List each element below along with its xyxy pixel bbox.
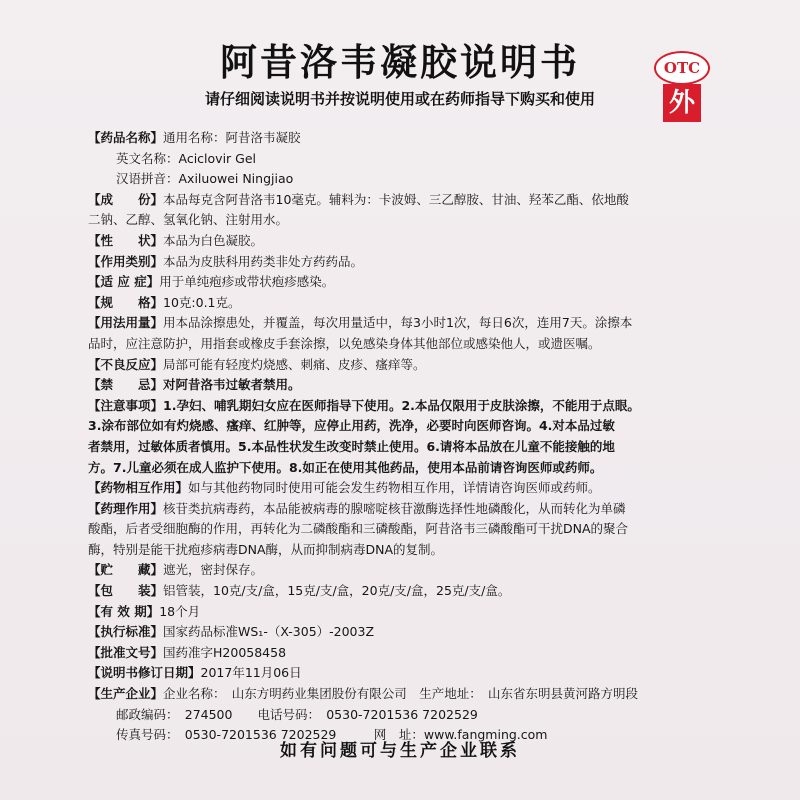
section-text: 18个月	[159, 603, 201, 619]
section-text: 本品每克含阿昔洛韦10毫克。辅料为：卡波姆、三乙醇胺、甘油、羟苯乙酯、依地酸	[163, 191, 629, 207]
section-text: 品时，应注意防护，用指套或橡皮手套涂擦，以免感染身体其他部位或感染他人，或遗医嘱。	[88, 335, 601, 351]
section-ingredients	[88, 190, 703, 211]
section-manufacturer	[88, 684, 703, 705]
section-text: 酶，特别是能干扰疱疹病毒DNA酶，从而抑制病毒DNA的复制。	[88, 541, 444, 557]
section-precautions	[88, 396, 703, 417]
section-indication	[88, 272, 703, 293]
section-label: 【规 格】	[88, 294, 164, 310]
section-validity	[88, 602, 703, 623]
section-ingredients-cont	[88, 210, 703, 231]
section-standard	[88, 622, 703, 643]
section-text: 局部可能有轻度灼烧感、刺痛、皮疹、瘙痒等。	[163, 356, 426, 372]
section-text: 遮光，密封保存。	[163, 562, 264, 578]
otc-badge: OTC	[654, 51, 710, 85]
section-text: 英文名称：Aciclovir Gel	[116, 150, 257, 166]
section-usage	[88, 313, 703, 334]
section-label: 【注意事项】	[88, 397, 164, 413]
section-label: 【批准文号】	[88, 644, 164, 660]
section-label: 【有 效 期】	[88, 603, 160, 619]
section-label: 【性 状】	[88, 232, 164, 248]
document-subtitle: 请仔细阅读说明书并按说明使用或在药师指导下购买和使用	[204, 90, 595, 108]
section-label: 【不良反应】	[88, 356, 164, 372]
section-approval	[88, 643, 703, 664]
section-label: 【适 应 症】	[88, 274, 160, 290]
section-text: 酸酯，后者受细胞酶的作用，再转化为二磷酸酯和三磷酸酯，阿昔洛韦三磷酸酯可干扰DNA的聚合	[88, 521, 629, 537]
section-text: 3.涂布部位如有灼烧感、瘙痒、红肿等，应停止用药，洗净，必要时向医师咨询。4.对本品过敏	[88, 418, 615, 434]
contact-footer: 如有问题可与生产企业联系	[280, 741, 520, 761]
pinyin-name-line	[88, 169, 703, 190]
section-text: 对阿昔洛韦过敏者禁用。	[163, 377, 301, 393]
section-spec	[88, 293, 703, 314]
section-text: 二钠、乙醇、氢氧化钠、注射用水。	[88, 212, 289, 228]
section-text: 者禁用，过敏体质者慎用。5.本品性状发生改变时禁止使用。6.请将本品放在儿童不能接触的地	[88, 438, 615, 454]
section-character	[88, 231, 703, 252]
section-text: 国药准字H20058458	[163, 644, 287, 660]
section-interaction	[88, 478, 703, 499]
section-text: 邮政编码： 274500 电话号码： 0530-7201536 7202529	[116, 706, 478, 722]
section-usage-cont	[88, 334, 703, 355]
section-text: 1.孕妇、哺乳期妇女应在医师指导下使用。2.本品仅限用于皮肤涂擦，不能用于点眼。	[163, 397, 640, 413]
section-pharmacology-cont	[88, 540, 703, 561]
section-label: 【成 份】	[88, 191, 164, 207]
section-package	[88, 581, 703, 602]
section-text: 本品为白色凝胶。	[163, 232, 264, 248]
section-text: 方。7.儿童必须在成人监护下使用。8.如正在使用其他药品，使用本品前请咨询医师或药师。	[88, 459, 603, 475]
section-storage	[88, 560, 703, 581]
section-label: 【包 装】	[88, 583, 164, 599]
manufacturer-postal-line	[88, 705, 703, 726]
section-label: 【禁 忌】	[88, 377, 164, 393]
section-drug-name	[88, 128, 703, 149]
section-label: 【执行标准】	[88, 624, 164, 640]
section-text: 本品为皮肤科用药类非处方药药品。	[163, 253, 364, 269]
section-category	[88, 252, 703, 273]
section-label: 【药物相互作用】	[88, 480, 189, 496]
document-title: 阿昔洛韦凝胶说明书	[220, 41, 580, 84]
section-label: 【药理作用】	[88, 500, 164, 516]
section-text: 如与其他药物同时使用可能会发生药物相互作用，详情请咨询医师或药师。	[188, 480, 601, 496]
section-revision-date	[88, 663, 703, 684]
external-use-badge: 外	[663, 84, 701, 122]
section-text: 用本品涂擦患处，并覆盖，每次用量适中，每3小时1次，每日6次，连用7天。涂擦本	[163, 315, 633, 331]
section-text: 铝管装，10克/支/盒，15克/支/盒，20克/支/盒，25克/支/盒。	[163, 583, 511, 599]
section-text: 国家药品标准WS₁-（X-305）-2003Z	[163, 624, 375, 640]
section-contraindications	[88, 375, 703, 396]
section-label: 【用法用量】	[88, 315, 164, 331]
section-label: 【作用类别】	[88, 253, 164, 269]
english-name-line	[88, 149, 703, 170]
section-label: 【贮 藏】	[88, 562, 164, 578]
section-text: 核苷类抗病毒药，本品能被病毒的腺嘧啶核苷激酶选择性地磷酸化，从而转化为单磷	[163, 500, 626, 516]
section-text: 传真号码： 0530-7201536 7202529 网 址：www.fangming.com	[116, 727, 548, 743]
section-text: 通用名称：阿昔洛韦凝胶	[163, 130, 301, 145]
section-precautions-cont	[88, 458, 703, 479]
section-label: 【生产企业】	[88, 686, 164, 702]
section-precautions-cont	[88, 437, 703, 458]
section-label: 【药品名称】	[88, 130, 164, 145]
section-text: 10克:0.1克。	[163, 294, 241, 310]
section-precautions-cont	[88, 416, 703, 437]
section-pharmacology	[88, 499, 703, 520]
section-adverse	[88, 355, 703, 376]
section-text: 用于单纯疱疹或带状疱疹感染。	[159, 274, 335, 290]
instruction-content	[88, 128, 703, 746]
section-text: 汉语拼音：Axiluowei Ningjiao	[116, 171, 294, 187]
section-pharmacology-cont	[88, 519, 703, 540]
section-label: 【说明书修订日期】	[88, 665, 201, 681]
section-text: 2017年11月06日	[200, 665, 302, 681]
section-text: 企业名称： 山东方明药业集团股份有限公司 生产地址： 山东省东明县黄河路方明段	[163, 686, 639, 702]
